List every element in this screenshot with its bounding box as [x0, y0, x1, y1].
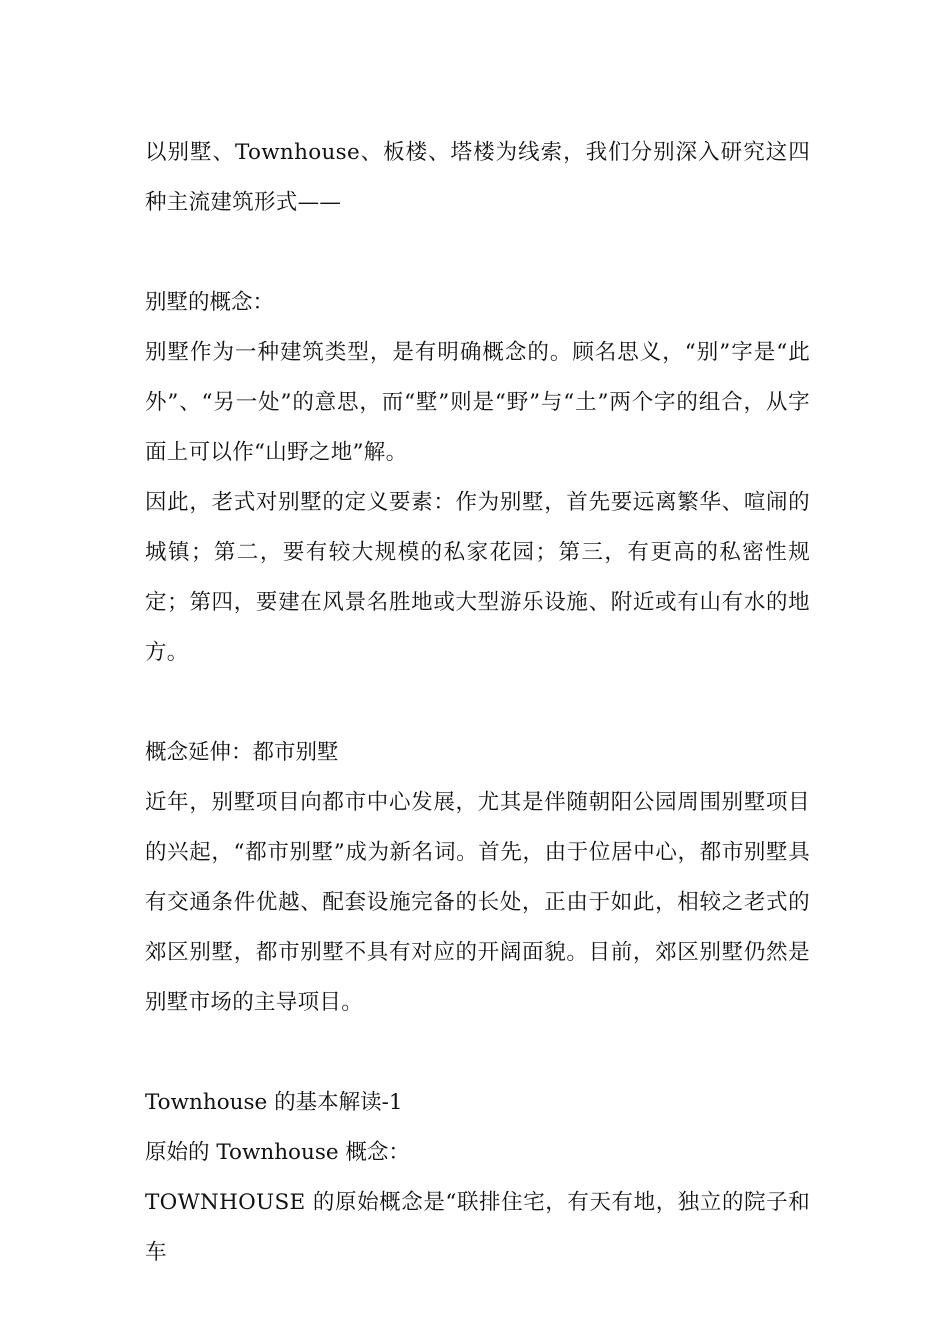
villa-concept-paragraph-1: 别墅作为一种建筑类型，是有明确概念的。顾名思义，“别”字是“此外”、“另一处”的意思，而“墅”则是“野”与“土”两个字的组合，从字面上可以作“山野之地”解。: [145, 340, 810, 465]
paragraph-gap: [145, 1028, 810, 1078]
document-body: [145, 128, 810, 1278]
urban-villa-heading: 概念延伸：都市别墅: [145, 740, 339, 765]
intro-paragraph: 以别墅、Townhouse、板楼、塔楼为线索，我们分别深入研究这四种主流建筑形式——: [145, 140, 810, 215]
townhouse-subheading: 原始的 Townhouse 概念：: [145, 1140, 410, 1165]
villa-concept-paragraph-2: 因此，老式对别墅的定义要素：作为别墅，首先要远离繁华、喧闹的城镇；第二，要有较大规模的私家花园；第三，有更高的私密性规定；第四，要建在风景名胜地或大型游乐设施、附近或有山有水的地方。: [145, 490, 810, 665]
townhouse-heading: Townhouse 的基本解读-1: [145, 1090, 403, 1115]
paragraph-gap: [145, 678, 810, 728]
paragraph-gap: [145, 228, 810, 278]
villa-concept-heading: 别墅的概念：: [145, 290, 275, 315]
urban-villa-paragraph: 近年，别墅项目向都市中心发展，尤其是伴随朝阳公园周围别墅项目的兴起，“都市别墅”成为新名词。首先，由于位居中心，都市别墅具有交通条件优越、配套设施完备的长处，正由于如此，相较之老式的郊区别墅，都市别墅不具有对应的开阔面貌。目前，郊区别墅仍然是别墅市场的主导项目。: [145, 790, 810, 1015]
townhouse-paragraph: TOWNHOUSE 的原始概念是“联排住宅，有天有地，独立的院子和车: [145, 1190, 810, 1265]
